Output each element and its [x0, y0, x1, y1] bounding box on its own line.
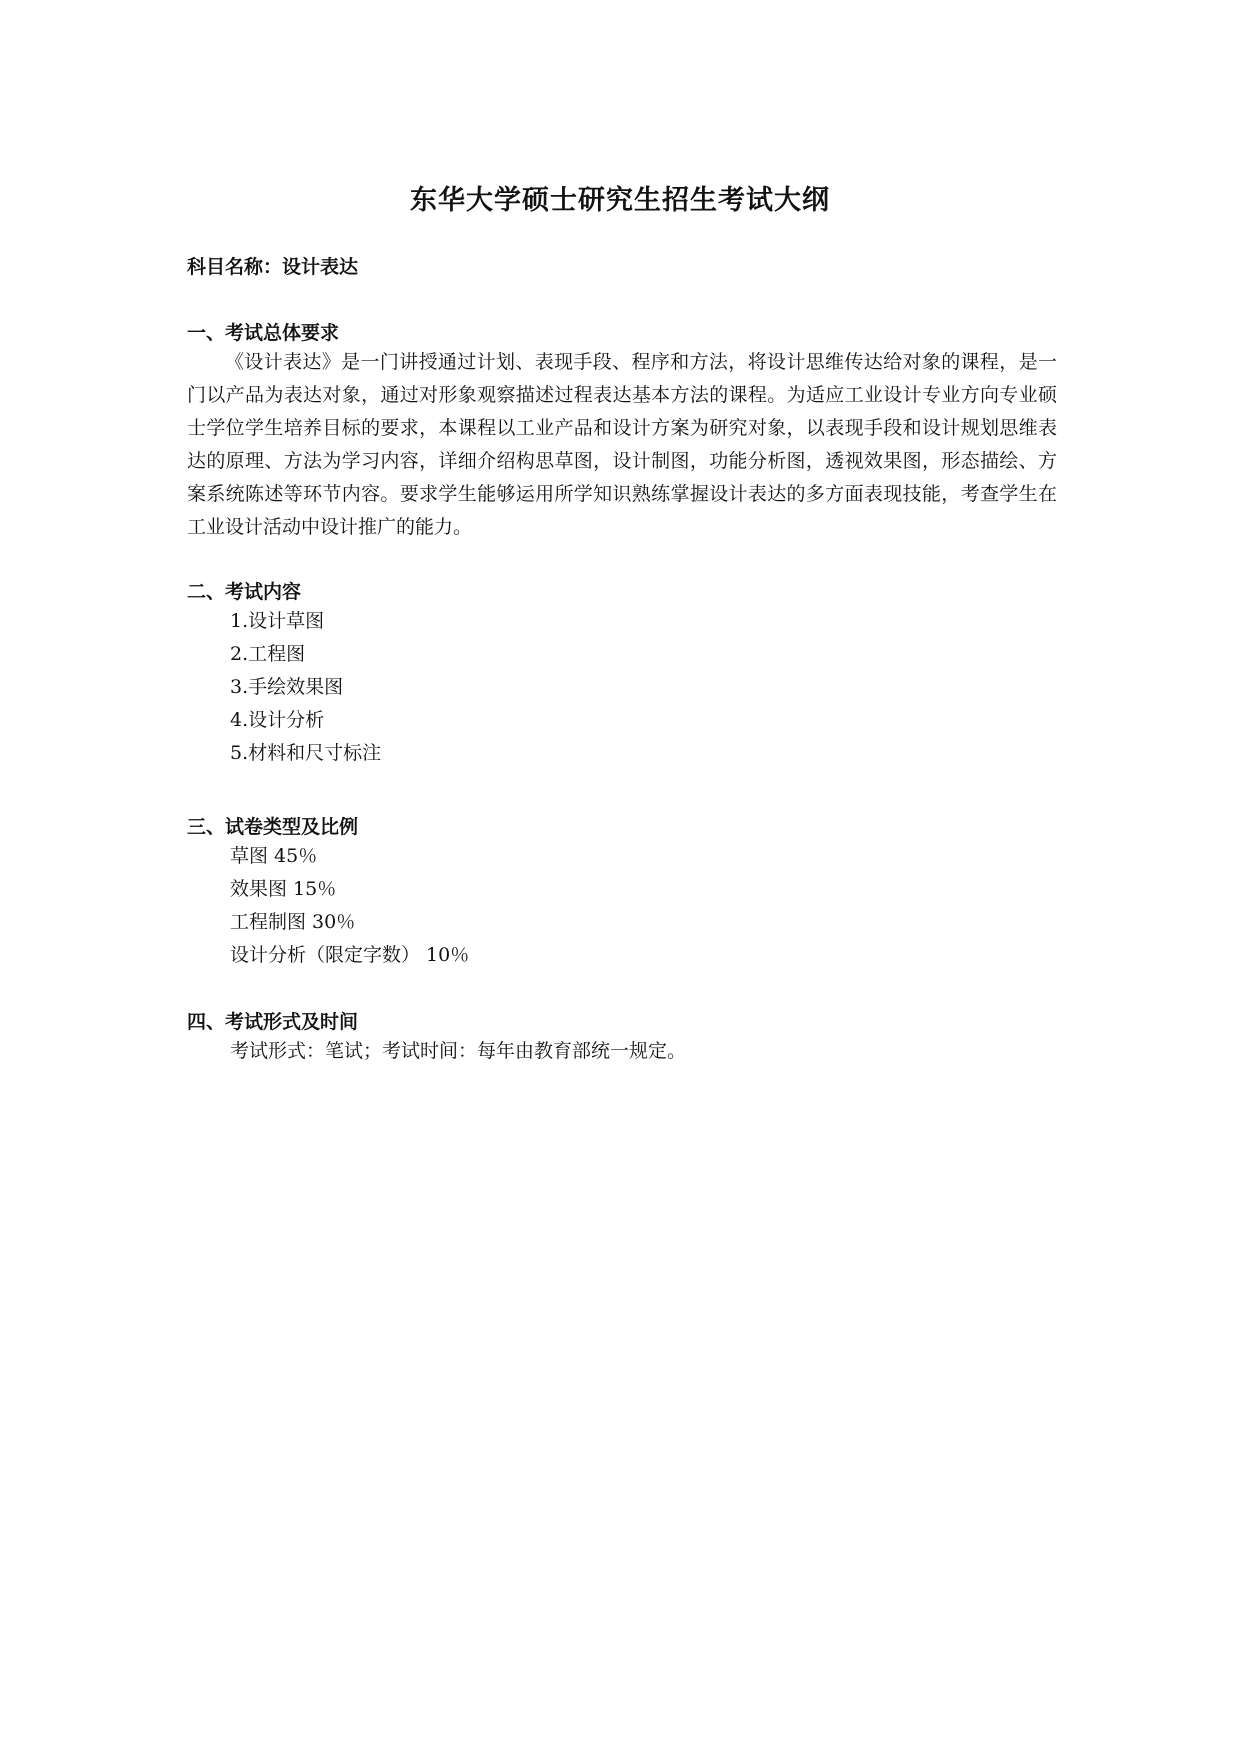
content-list	[230, 605, 381, 770]
list-item: 2.工程图	[230, 643, 306, 665]
section-heading-requirements: 一、考试总体要求	[187, 322, 340, 344]
list-item: 4.设计分析	[230, 709, 325, 731]
list-item: 设计分析（限定字数） 10％	[230, 944, 470, 966]
paper-type-list	[230, 840, 469, 972]
section-heading-exam-format: 四、考试形式及时间	[187, 1011, 359, 1033]
subject-name: 科目名称：设计表达	[187, 256, 359, 278]
requirements-paragraph: 《设计表达》是一门讲授通过计划、表现手段、程序和方法，将设计思维传达给对象的课程，是一门以产品为表达对象，通过对形象观察描述过程表达基本方法的课程。为适应工业设计专业方向专业硕士学位学生培养目标的要求，本课程以工业产品和设计方案为研究对象，以表现手段和设计规划思维表达的原理、方法为学习内容，详细介绍构思草图，设计制图，功能分析图，透视效果图，形态描绘、方案系统陈述等环节内容。要求学生能够运用所学知识熟练掌握设计表达的多方面表现技能，考查学生在工业设计活动中设计推广的能力。	[187, 351, 1057, 538]
exam-format-text: 考试形式：笔试；考试时间：每年由教育部统一规定。	[230, 1040, 687, 1062]
list-item: 效果图 15％	[230, 878, 337, 900]
list-item: 3.手绘效果图	[230, 676, 344, 698]
list-item: 工程制图 30％	[230, 911, 356, 933]
list-item: 5.材料和尺寸标注	[230, 742, 382, 764]
section-heading-content: 二、考试内容	[187, 581, 302, 603]
section-heading-paper-type: 三、试卷类型及比例	[187, 816, 359, 838]
document-title: 东华大学硕士研究生招生考试大纲	[410, 185, 830, 216]
list-item: 草图 45％	[230, 845, 318, 867]
list-item: 1.设计草图	[230, 610, 325, 632]
